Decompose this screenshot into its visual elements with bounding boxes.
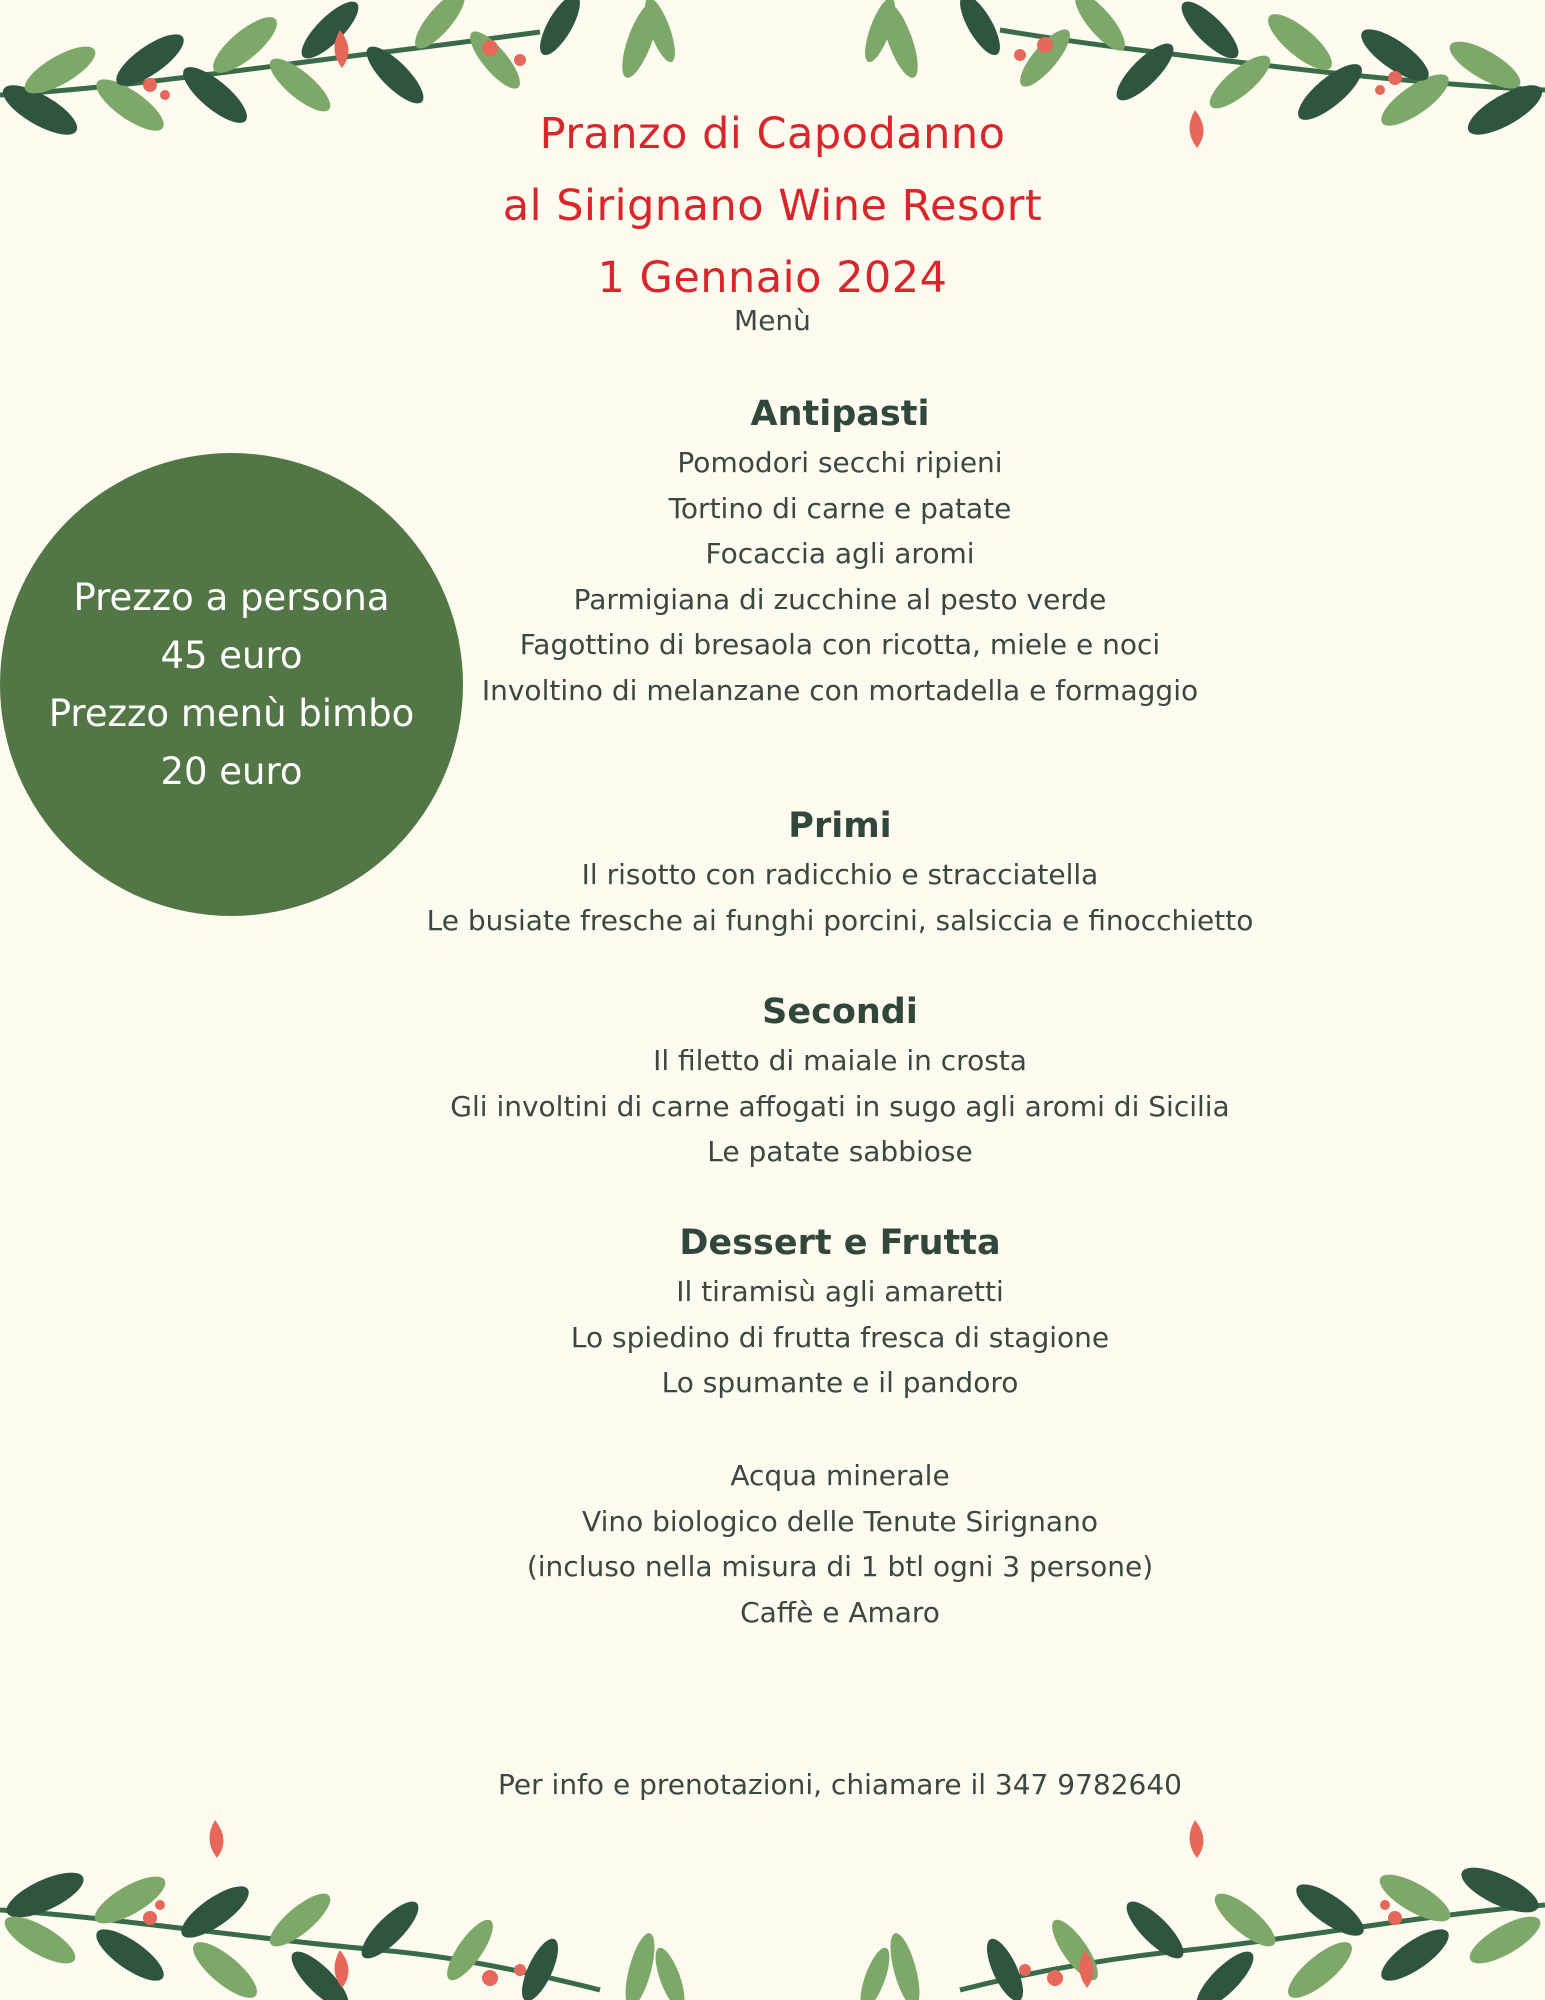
menu-item: Il risotto con radicchio e stracciatella [581, 858, 1099, 891]
garland-bottom-left-branch [0, 1820, 690, 2000]
section-title: Primi [788, 806, 892, 846]
menu-item: Focaccia agli aromi [705, 537, 975, 570]
drink-item: Vino biologico delle Tenute Sirignano [582, 1504, 1098, 1538]
menu-item: Lo spumante e il pandoro [661, 1366, 1019, 1399]
bottom-garland-decoration [0, 1800, 1545, 2000]
menu-title [0, 98, 1545, 314]
menu-item: Il filetto di maiale in crosta [653, 1044, 1027, 1077]
title-line-2: al Sirignano Wine Resort [502, 181, 1043, 231]
title-line-3: 1 Gennaio 2024 [597, 253, 948, 303]
section-dessert [330, 1217, 1350, 1406]
section-title: Antipasti [750, 394, 930, 434]
section-primi [330, 800, 1350, 943]
menu-item: Tortino di carne e patate [668, 491, 1012, 525]
title-line-1: Pranzo di Capodanno [539, 109, 1006, 159]
section-secondi [330, 986, 1350, 1175]
menu-item: Lo spiedino di frutta fresca di stagione [570, 1320, 1110, 1354]
menu-item: Il tiramisù agli amaretti [676, 1275, 1004, 1308]
menu-item: Gli involtini di carne affogati in sugo agli aromi di Sicilia [450, 1089, 1230, 1123]
price-line-4: 20 euro [160, 749, 303, 793]
section-title: Secondi [762, 992, 918, 1032]
menu-item: Parmigiana di zucchine al pesto verde [573, 582, 1107, 616]
drink-item: Acqua minerale [730, 1459, 950, 1492]
drink-item: Caffè e Amaro [740, 1595, 940, 1629]
menu-subtitle: Menù [734, 304, 811, 337]
menu-item: Pomodori secchi ripieni [677, 446, 1003, 479]
menu-item: Le busiate fresche ai funghi porcini, salsiccia e finocchietto [426, 903, 1254, 937]
price-line-2: 45 euro [160, 633, 303, 677]
price-line-3: Prezzo menù bimbo [48, 691, 415, 735]
section-antipasti [330, 388, 1350, 713]
menu-item: Fagottino di bresaola con ricotta, miele e noci [519, 628, 1161, 661]
menu-item: Le patate sabbiose [707, 1135, 973, 1168]
price-line-1: Prezzo a persona [73, 575, 390, 619]
drink-item: (incluso nella misura di 1 btl ogni 3 persone) [526, 1550, 1154, 1583]
drinks-list [330, 1453, 1350, 1635]
contact-info: Per info e prenotazioni, chiamare il 347 9782640 [498, 1768, 1182, 1801]
section-title: Dessert e Frutta [679, 1223, 1001, 1263]
menu-item: Involtino di melanzane con mortadella e formaggio [481, 673, 1199, 707]
garland-bottom-right-branch [855, 1820, 1545, 2000]
